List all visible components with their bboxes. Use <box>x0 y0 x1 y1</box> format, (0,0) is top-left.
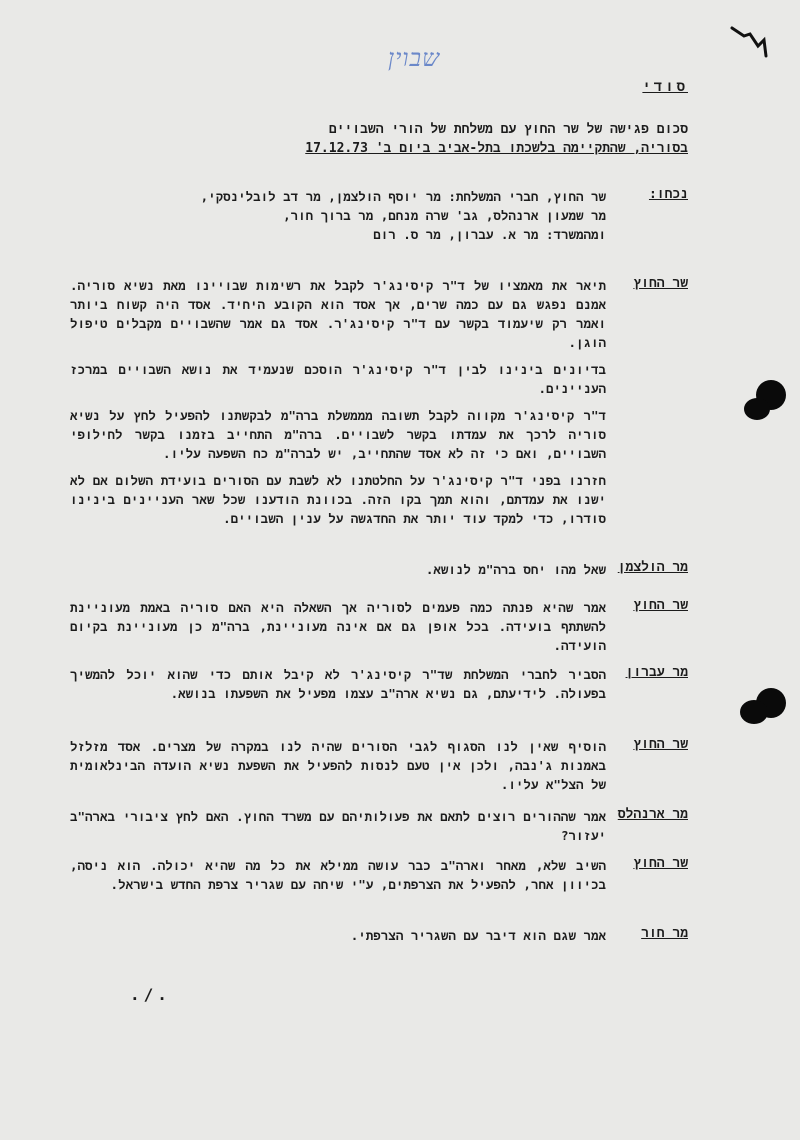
document-title <box>70 120 688 158</box>
statement-paragraph: שאל מהו יחס ברה"מ לנושא. <box>425 562 606 577</box>
statement-paragraph: בדיונים בינינו לבין ד"ר קיסינג'ר הוסכם שנעמיד את נושא השבויים במרכז העניינים. <box>70 362 606 396</box>
speaker-name: שר החוץ <box>633 856 688 871</box>
corner-pen-mark-icon <box>728 22 770 62</box>
statement-paragraph: הוסיף שאין לנו הסגוף לגבי הסורים שהיה לנו במקרה של מצרים. אסד מזלזל באמנות ג'נבה, ולכן אין טעם לנסות להפעיל את השפעת נשיא הועדה הבינלאומית של הצל"א עליו. <box>70 739 606 792</box>
speaker-name: שר החוץ <box>633 598 688 613</box>
speaker-name: מר ארנהלס <box>617 807 688 822</box>
attendance-section <box>70 187 688 244</box>
speaker-name: שר החוץ <box>633 737 688 752</box>
speaker-name: מר חור <box>641 926 688 941</box>
statement-paragraph: אמר שההורים רוצים לתאם את פעולותיהם עם משרד החוץ. האם לחץ ציבורי בארה"ב יעזור? <box>70 809 606 843</box>
statement-paragraph: השיב שלא, מאחר וארה"ב כבר עושה ממילא את כל מה שהיא יכולה. הוא ניסה, בכיוון אחר, להפעיל את הצרפתים, ע"י שיחה עם שגריר צרפת החדש בישראל. <box>70 858 606 892</box>
statement-paragraph: ד"ר קיסינג'ר מקווה לקבל תשובה מממשלת ברה"מ לבקשתנו להפעיל לחץ על נשיא סוריה לרכך את עמדתו בקשר לשבויים. ברה"מ התחייב בזמנו בקשר לחילופי השבויים, ואם כי זה לא אסד שהתחייב, יש לברה"מ כח השפעה עליו. <box>70 408 606 461</box>
minutes-entry <box>70 276 688 536</box>
attendance-line: שר החוץ, חברי המשלחת: מר יוסף הולצמן, מר דב לובלינסקי, <box>200 189 606 204</box>
statement-paragraph: תיאר את מאמציו של ד"ר קיסינג'ר לקבל את רשימות שבויינו מאת נשיא סוריה. אמנם נפגש גם עם כמה שרים, אך אסד הוא הקובע היחיד. אסד היה קשוח ביותר ואמר רק שיעמוד בקשר עם ד"ר קיסינג'ר. אסד גם אמר שהשבויים מקבלים טיפול הוגן. <box>70 278 606 350</box>
minutes-entry <box>70 598 688 663</box>
minutes-entry <box>70 856 688 902</box>
punch-hole-icon <box>740 700 768 724</box>
title-line-2: בסוריה, שהתקיימה בלשכתו בתל-אביב ביום ב' 17.12.73 <box>305 141 688 156</box>
minutes-entry <box>70 926 688 953</box>
statement-paragraph: חזרנו בפני ד"ר קיסינג'ר על החלטתנו לא לשבת עם הסורים בועידת השלום אם לא ישנו את עמדתם, והוא תמך בקו הזה. בכוונת הודענו שכל שאר העניינים בינינו סודרו, כדי למקד עוד יותר את החדגשה על ענין השבויים. <box>70 473 606 526</box>
attendance-line: ומהמשרד: מר א. עברון, מר ס. רום <box>373 227 606 242</box>
minutes-entry <box>70 560 688 587</box>
classification-label: סודי <box>642 79 688 95</box>
punch-hole-icon <box>744 398 770 420</box>
speaker-name: מר הולצמן <box>617 560 688 575</box>
statement-paragraph: הסביר לחברי המשלחת שד"ר קיסינג'ר לא קיבל אותם כדי שהוא יוכל להמשיך בפעולה. לידיעתם, גם נשיא ארה"ב עצמו מפעיל את השפעתו בנושא. <box>70 667 606 701</box>
speaker-name: שר החוץ <box>633 276 688 291</box>
continuation-mark: ./. <box>130 985 171 1004</box>
minutes-entry <box>70 807 688 853</box>
speaker-name: מר עברון <box>625 665 688 680</box>
title-line-1: סכום פגישה של שר החוץ עם משלחת של הורי השבויים <box>328 122 688 137</box>
minutes-entry <box>70 665 688 711</box>
handwritten-note: שבוין <box>388 44 441 72</box>
statement-paragraph: אמר שהיא פנתה כמה פעמים לסוריה אך השאלה היא האם סוריה באמת מעוניינת להשתתף בועידה. בכל אופן גם אם אינה מעוניינת, ברה"מ כן מעוניינת בקיום הועידה. <box>70 600 606 653</box>
attendance-line: מר שמעון ארנהלס, גב' שרה מנחם, מר ברוך חור, <box>283 208 606 223</box>
statement-paragraph: אמר שגם הוא דיבר עם השגריר הצרפתי. <box>350 928 606 943</box>
minutes-entry <box>70 737 688 802</box>
attendance-label: נכחו: <box>648 187 688 202</box>
